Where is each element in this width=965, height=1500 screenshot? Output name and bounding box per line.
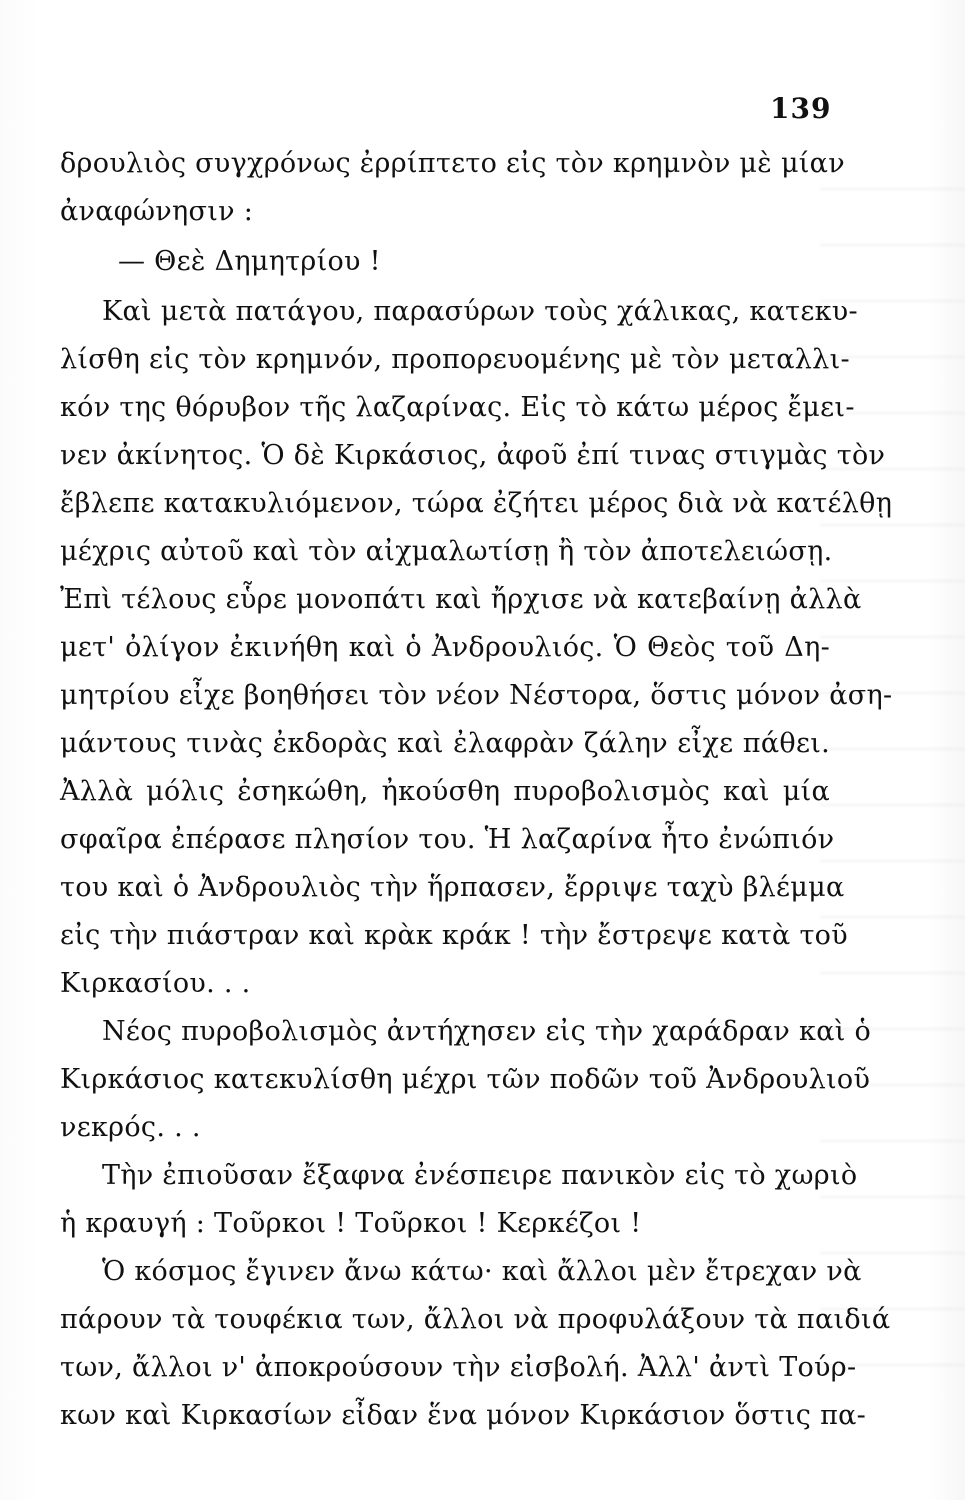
text-line: εἰς τὴν πιάστραν καὶ κρὰκ κράκ ! τὴν ἔστρεψε κατὰ τοῦ: [60, 920, 848, 951]
text-line: ἡ κραυγή : Τοῦρκοι ! Τοῦρκοι ! Κερκέζοι !: [60, 1208, 642, 1239]
text-line: μητρίου εἶχε βοηθήσει τὸν νέον Νέστορα, ὅστις μόνον ἀση-: [60, 680, 893, 711]
text-line: του καὶ ὁ Ἀνδρουλιὸς τὴν ἥρπασεν, ἔρριψε ταχὺ βλέμμα: [60, 872, 845, 903]
text-line: δρουλιὸς συγχρόνως ἐρρίπτετο εἰς τὸν κρημνὸν μὲ μίαν: [60, 148, 845, 179]
text-line: μέχρις αὐτοῦ καὶ τὸν αἰχμαλωτίσῃ ἢ τὸν ἀποτελειώσῃ.: [60, 536, 833, 567]
text-line: πάρουν τὰ τουφέκια των, ἄλλοι νὰ προφυλάξουν τὰ παιδιά: [60, 1304, 891, 1335]
bleed-through-texture: [820, 150, 965, 1400]
page-number: 139: [770, 92, 832, 125]
text-line: κων καὶ Κιρκασίων εἶδαν ἕνα μόνον Κιρκάσιον ὅστις πα-: [60, 1400, 867, 1431]
text-line: μετ' ὀλίγον ἐκινήθη καὶ ὁ Ἀνδρουλιός. Ὁ Θεὸς τοῦ Δη-: [60, 632, 830, 663]
text-line: Κιρκασίου. . .: [60, 968, 251, 999]
text-line: — Θεὲ Δημητρίου !: [118, 246, 381, 277]
text-line: νεν ἀκίνητος. Ὁ δὲ Κιρκάσιος, ἀφοῦ ἐπί τινας στιγμὰς τὸν: [60, 440, 886, 471]
text-line: μάντους τινὰς ἐκδορὰς καὶ ἐλαφρὰν ζάλην εἶχε πάθει.: [60, 728, 830, 759]
text-line: νεκρός. . .: [60, 1112, 201, 1143]
text-line: ἔβλεπε κατακυλιόμενον, τώρα ἐζήτει μέρος διὰ νὰ κατέλθῃ: [60, 488, 893, 519]
text-line: Ἀλλὰ μόλις ἐσηκώθη, ἠκούσθη πυροβολισμὸς καὶ μία: [60, 776, 830, 807]
text-line: Καὶ μετὰ πατάγου, παρασύρων τοὺς χάλικας, κατεκυ-: [102, 296, 858, 327]
text-line: Νέος πυροβολισμὸς ἀντήχησεν εἰς τὴν χαράδραν καὶ ὁ: [102, 1016, 872, 1047]
text-line: σφαῖρα ἐπέρασε πλησίον του. Ἡ λαζαρίνα ἦτο ἐνώπιόν: [60, 824, 835, 855]
text-line: Ὁ κόσμος ἔγινεν ἄνω κάτω· καὶ ἄλλοι μὲν ἔτρεχαν νὰ: [102, 1256, 862, 1287]
text-line: ἀναφώνησιν :: [60, 196, 254, 227]
text-line: λίσθη εἰς τὸν κρημνόν, προπορευομένης μὲ τὸν μεταλλι-: [60, 344, 850, 375]
text-line: κόν της θόρυβον τῆς λαζαρίνας. Εἰς τὸ κάτω μέρος ἔμει-: [60, 392, 855, 423]
text-line: Ἐπὶ τέλους εὗρε μονοπάτι καὶ ἤρχισε νὰ κατεβαίνῃ ἀλλὰ: [60, 584, 862, 615]
text-line: των, ἄλλοι ν' ἀποκρούσουν τὴν εἰσβολή. Ἀλλ' ἀντὶ Τούρ-: [60, 1352, 857, 1383]
text-line: Τὴν ἐπιοῦσαν ἔξαφνα ἐνέσπειρε πανικὸν εἰς τὸ χωριὸ: [102, 1160, 858, 1191]
text-line: Κιρκάσιος κατεκυλίσθη μέχρι τῶν ποδῶν τοῦ Ἀνδρουλιοῦ: [60, 1064, 871, 1095]
